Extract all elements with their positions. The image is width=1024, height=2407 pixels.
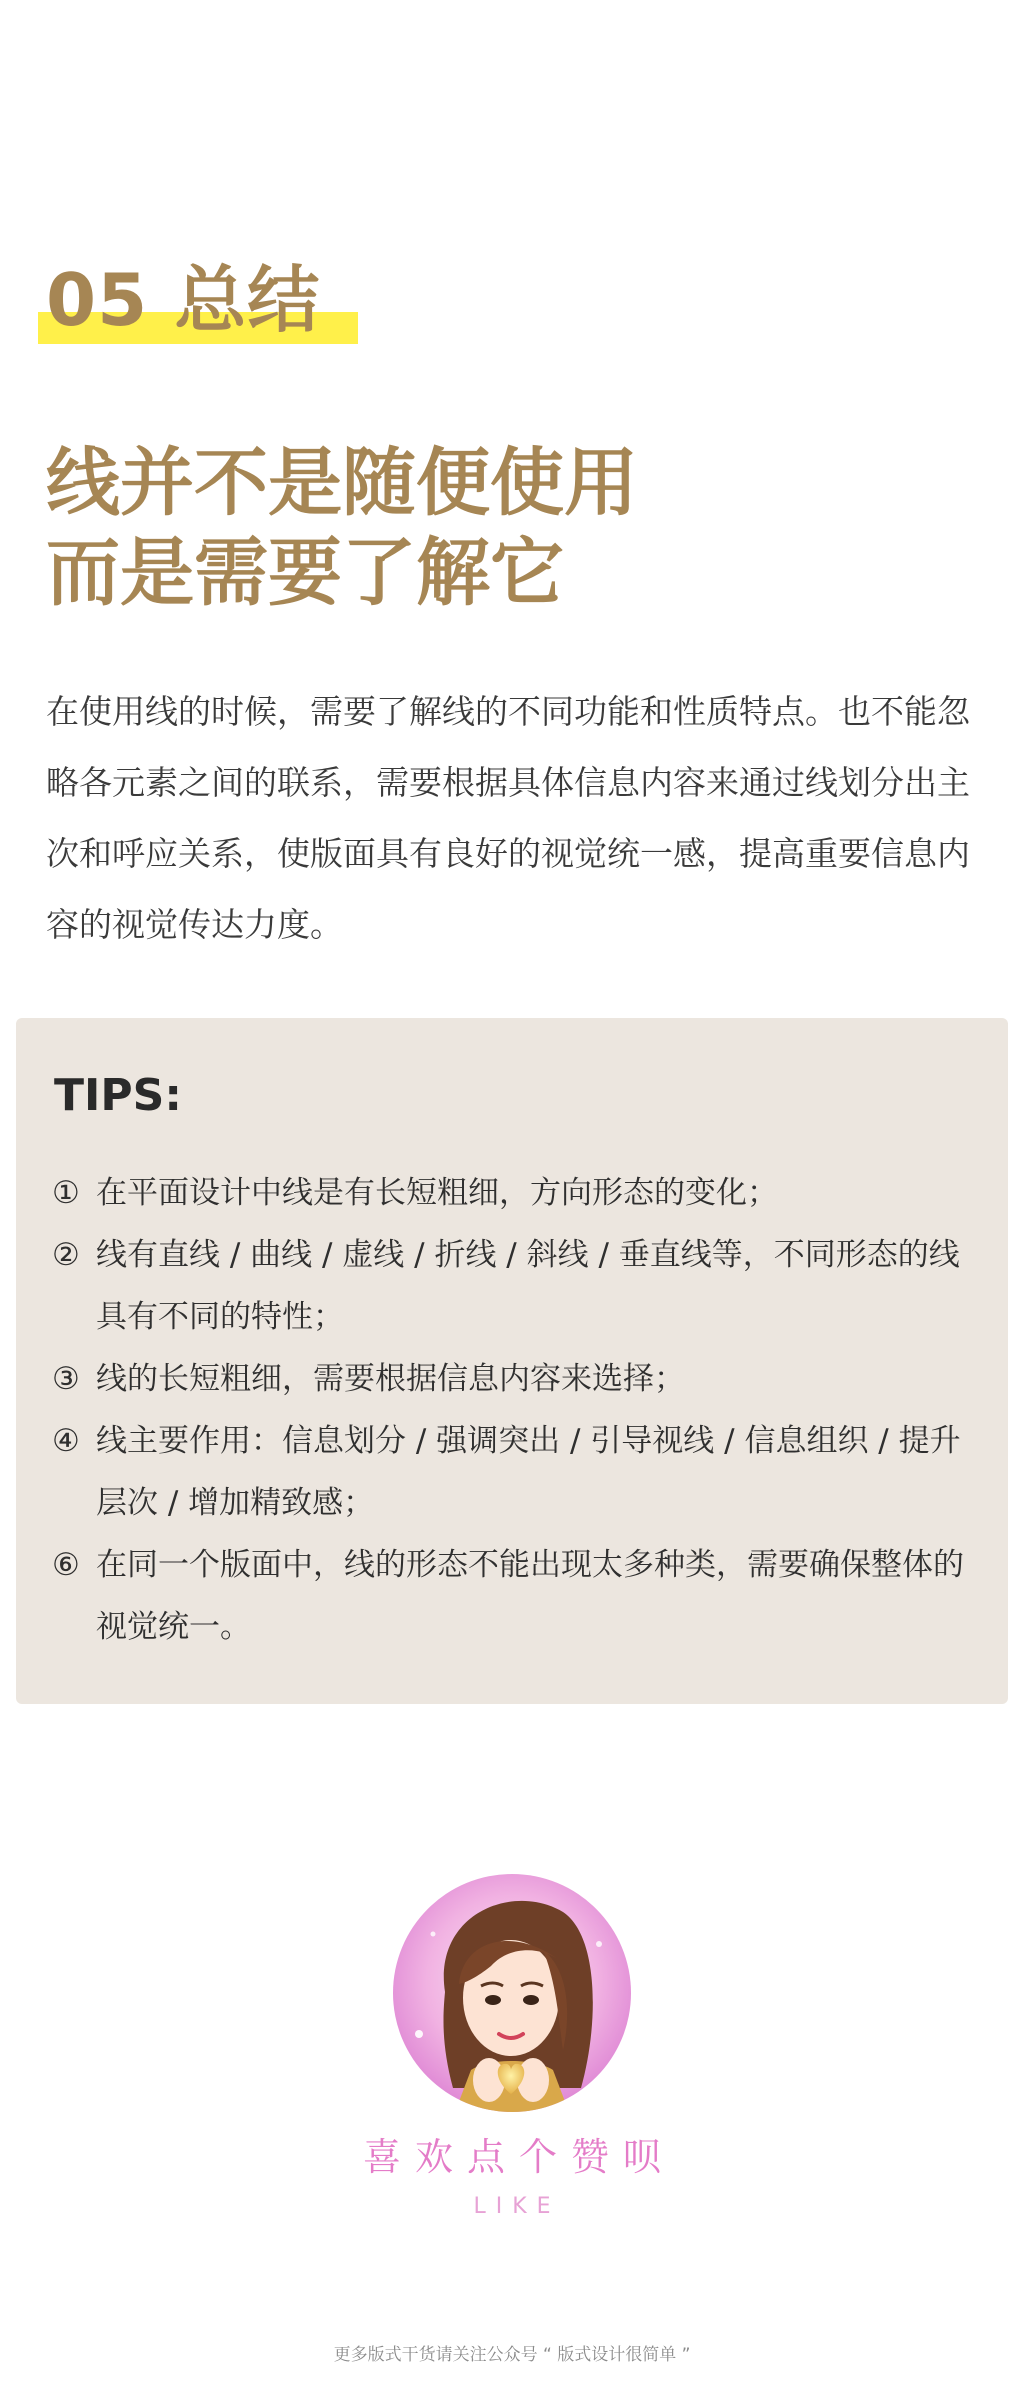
main-title xyxy=(46,438,986,618)
avatar xyxy=(393,1874,631,2112)
tip-number: ③ xyxy=(52,1361,80,1397)
tip-text: 在同一个版面中，线的形态不能出现太多种类，需要确保整体的视觉统一。 xyxy=(96,1547,964,1645)
tip-number: ⑥ xyxy=(52,1547,80,1583)
tips-list xyxy=(52,1162,982,1658)
tip-text: 线有直线 / 曲线 / 虚线 / 折线 / 斜线 / 垂直线等，不同形态的线具有不同的特性； xyxy=(96,1237,960,1335)
tip-item xyxy=(52,1410,982,1534)
tip-number: ② xyxy=(52,1237,80,1273)
main-title-line-1: 线并不是随便使用 xyxy=(46,440,638,526)
tips-title: TIPS: xyxy=(54,1070,182,1121)
tip-item xyxy=(52,1348,982,1410)
footer-note: 更多版式干货请关注公众号 “ 版式设计很简单 ” xyxy=(333,2345,691,2365)
tip-item xyxy=(52,1162,982,1224)
like-label-en: LIKE xyxy=(473,2194,561,2219)
tip-item xyxy=(52,1224,982,1348)
tip-item xyxy=(52,1534,982,1658)
tip-text: 在平面设计中线是有长短粗细，方向形态的变化； xyxy=(96,1175,778,1211)
section-heading-text: 05 总结 xyxy=(46,258,321,342)
tip-number: ① xyxy=(52,1175,80,1211)
tip-number: ④ xyxy=(52,1423,80,1459)
tip-text: 线的长短粗细，需要根据信息内容来选择； xyxy=(96,1361,685,1397)
main-title-line-2: 而是需要了解它 xyxy=(46,530,564,616)
like-label: 喜欢点个赞呗 xyxy=(362,2135,675,2179)
tips-box xyxy=(16,1018,1008,1704)
body-paragraph: 在使用线的时候，需要了解线的不同功能和性质特点。也不能忽略各元素之间的联系，需要根据具体信息内容来通过线划分出主次和呼应关系，使版面具有良好的视觉统一感，提高重要信息内容的视觉传达力度。 xyxy=(46,692,970,944)
section-heading xyxy=(46,254,320,346)
avatar-illustration xyxy=(393,1874,631,2112)
tip-text: 线主要作用：信息划分 / 强调突出 / 引导视线 / 信息组织 / 提升层次 / 增加精致感； xyxy=(96,1423,961,1521)
